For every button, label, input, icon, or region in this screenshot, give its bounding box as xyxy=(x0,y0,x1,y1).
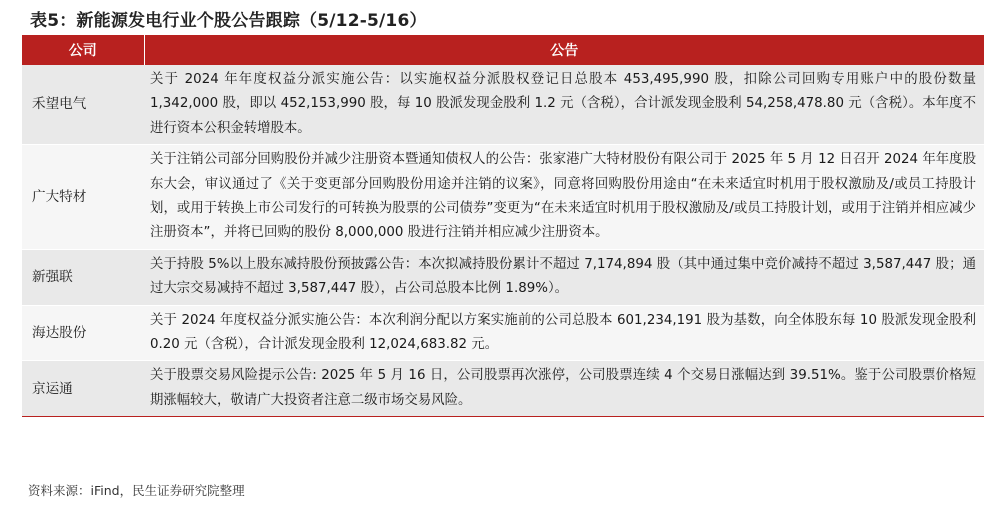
announcement-table xyxy=(22,35,984,417)
table-row xyxy=(22,65,984,145)
table-row xyxy=(22,249,984,305)
announcement-cell: 关于 2024 年年度权益分派实施公告：以实施权益分派股权登记日总股本 453,495,990 股，扣除公司回购专用账户中的股份数量 1,342,000 股，即以 452,153,990 股，每 10 股派发现金股利 1.2 元（含税），合计派发现金股利 54,258,478.80 元（含税）。本年度不进行资本公积金转增股本。 xyxy=(144,65,984,145)
table-row xyxy=(22,361,984,417)
company-cell: 海达股份 xyxy=(22,305,144,361)
header-company: 公司 xyxy=(22,35,144,65)
announcement-cell: 关于注销公司部分回购股份并减少注册资本暨通知债权人的公告：张家港广大特材股份有限公司于 2025 年 5 月 12 日召开 2024 年年度股东大会，审议通过了《关于变更部分回购股份用途并注销的议案》，同意将回购股份用途由“在未来适宜时机用于股权激励及/或员工持股计划，或用于转换上市公司发行的可转换为股票的公司债券”变更为“在未来适宜时机用于股权激励及/或员工持股计划，或用于注销并相应减少注册资本”，并将已回购的股份 8,000,000 股进行注销并相应减少注册资本。 xyxy=(144,145,984,250)
announcement-cell: 关于股票交易风险提示公告: 2025 年 5 月 16 日，公司股票再次涨停，公司股票连续 4 个交易日涨幅达到 39.51%。鉴于公司股票价格短期涨幅较大，敬请广大投资者注意二级市场交易风险。 xyxy=(144,361,984,417)
header-announcement: 公告 xyxy=(144,35,984,65)
table-row xyxy=(22,305,984,361)
table-header-row xyxy=(22,35,984,65)
company-cell: 广大特材 xyxy=(22,145,144,250)
announcement-cell: 关于 2024 年度权益分派实施公告：本次利润分配以方案实施前的公司总股本 601,234,191 股为基数，向全体股东每 10 股派发现金股利 0.20 元（含税），合计派发现金股利 12,024,683.82 元。 xyxy=(144,305,984,361)
company-cell: 京运通 xyxy=(22,361,144,417)
table-row xyxy=(22,145,984,250)
table-title: 表5：新能源发电行业个股公告跟踪（5/12-5/16） xyxy=(30,11,427,31)
source-note: 资料来源：iFind，民生证券研究院整理 xyxy=(28,483,245,498)
company-cell: 禾望电气 xyxy=(22,65,144,145)
announcement-cell: 关于持股 5%以上股东减持股份预披露公告：本次拟减持股份累计不超过 7,174,894 股（其中通过集中竞价减持不超过 3,587,447 股；通过大宗交易减持不超过 3,587,447 股），占公司总股本比例 1.89%）。 xyxy=(144,249,984,305)
company-cell: 新强联 xyxy=(22,249,144,305)
